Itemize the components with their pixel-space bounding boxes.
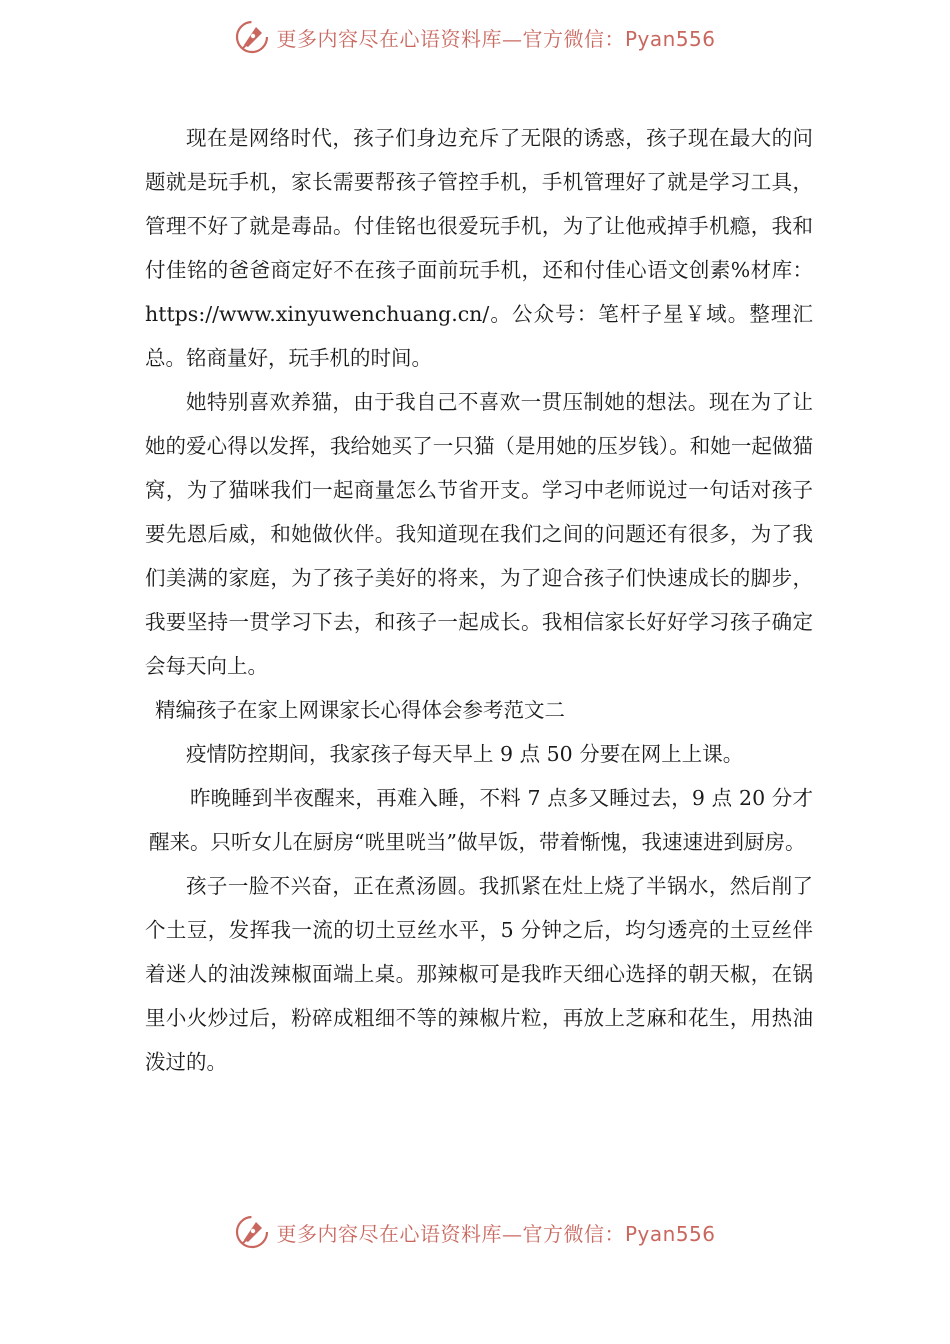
banner-main-text: 更多内容尽在心语资料库: [276, 26, 502, 51]
section-heading: 精编孩子在家上网课家长心得体会参考范文二: [155, 698, 565, 722]
footer-banner: [0, 1212, 950, 1252]
banner-wechat-id: Pyan556: [624, 1221, 716, 1246]
paragraph: 孩子一脸不兴奋，正在煮汤圆。我抓紧在灶上烧了半锅水，然后削了个土豆，发挥我一流的切土豆丝水平，5 分钟之后，均匀透亮的土豆丝伴着迷人的油泼辣椒面端上桌。那辣椒可是我昨天细心选择的朝天椒，在锅里小火炒过后，粉碎成粗细不等的辣椒片粒，再放上芝麻和花生，用热油泼过的。: [145, 874, 813, 1074]
fountain-pen-nib-logo-icon: [234, 19, 270, 55]
banner-label: 官方微信：: [522, 1221, 625, 1246]
banner-separator: —: [501, 1221, 523, 1246]
paragraph: 昨晚睡到半夜醒来，再难入睡，不料 7 点多又睡过去，9 点 20 分才醒来。只听女儿在厨房“咣里咣当”做早饭，带着惭愧，我速速进到厨房。: [149, 786, 813, 854]
document-body: [145, 116, 813, 1084]
banner-label: 官方微信：: [522, 26, 625, 51]
paragraph: 她特别喜欢养猫，由于我自己不喜欢一贯压制她的想法。现在为了让她的爱心得以发挥，我给她买了一只猫（是用她的压岁钱）。和她一起做猫窝，为了猫咪我们一起商量怎么节省开支。学习中老师说过一句话对孩子要先恩后威，和她做伙伴。我知道现在我们之间的问题还有很多，为了我们美满的家庭，为了孩子美好的将来，为了迎合孩子们快速成长的脚步，我要坚持一贯学习下去，和孩子一起成长。我相信家长好好学习孩子确定会每天向上。: [145, 390, 813, 678]
banner-wechat-id: Pyan556: [624, 26, 716, 51]
fountain-pen-nib-logo-icon: [234, 1214, 270, 1250]
banner-main-text: 更多内容尽在心语资料库: [276, 1221, 502, 1246]
banner-text: [276, 1218, 715, 1247]
header-banner: [0, 17, 950, 57]
banner-separator: —: [501, 26, 523, 51]
paragraph: 现在是网络时代，孩子们身边充斥了无限的诱惑，孩子现在最大的问题就是玩手机，家长需要帮孩子管控手机，手机管理好了就是学习工具，管理不好了就是毒品。付佳铭也很爱玩手机，为了让他戒掉手机瘾，我和付佳铭的爸爸商定好不在孩子面前玩手机，还和付佳心语文创素%材库：https://www.xinyuwenchuang.cn/。公众号：笔杆子星￥域。整理汇总。铭商量好，玩手机的时间。: [145, 126, 813, 370]
banner-text: [276, 23, 715, 52]
paragraph: 疫情防控期间，我家孩子每天早上 9 点 50 分要在网上上课。: [186, 742, 744, 766]
